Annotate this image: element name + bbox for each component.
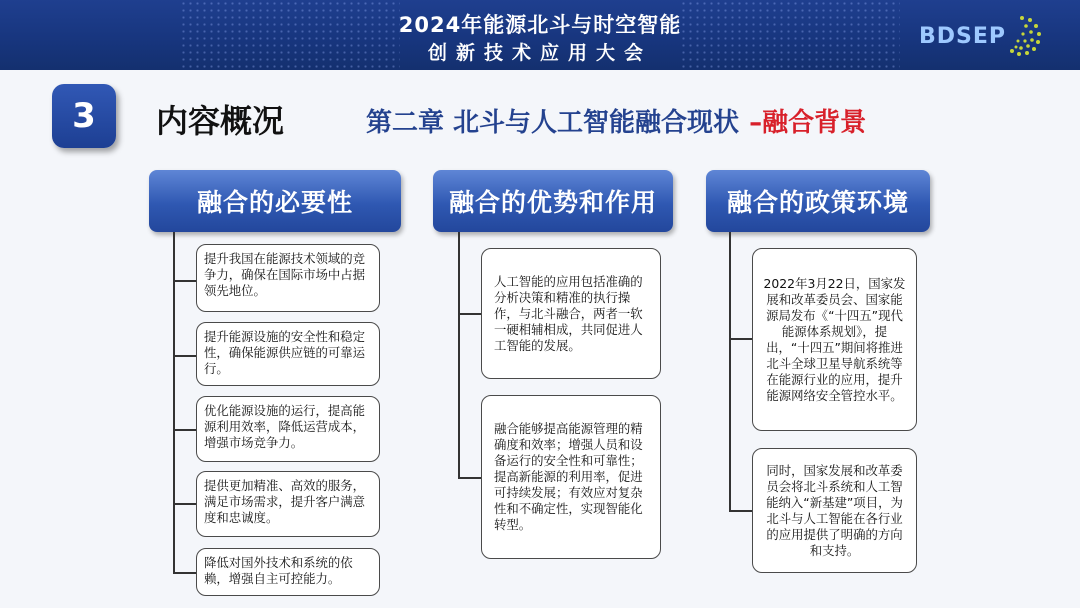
chapter-heading — [366, 102, 866, 139]
necessity-card: 提升能源设施的安全性和稳定性，确保能源供应链的可靠运行。 — [196, 322, 380, 386]
column-heading-policy: 融合的政策环境 — [706, 170, 930, 232]
necessity-card: 优化能源设施的运行，提高能源利用效率，降低运营成本，增强市场竞争力。 — [196, 396, 380, 462]
chapter-title: 第二章 北斗与人工智能融合现状 — [366, 108, 740, 138]
necessity-card: 提升我国在能源技术领域的竞争力，确保在国际市场中占据领先地位。 — [196, 244, 380, 312]
connector-line — [458, 477, 482, 479]
column-heading-advantages: 融合的优势和作用 — [433, 170, 673, 232]
advantages-card: 融合能够提高能源管理的精确度和效率；增强人员和设备运行的安全性和可靠性；提高新能源的利用率，促进可持续发展；有效应对复杂性和不确定性，实现智能化转型。 — [481, 395, 661, 559]
necessity-card: 提供更加精准、高效的服务，满足市场需求，提升客户满意度和忠诚度。 — [196, 471, 380, 537]
connector-line — [173, 503, 197, 505]
connector-line — [729, 232, 731, 511]
logo-text: BDSEP — [918, 23, 1006, 49]
connector-line — [173, 429, 197, 431]
connector-line — [173, 232, 175, 573]
necessity-card: 降低对国外技术和系统的依赖，增强自主可控能力。 — [196, 548, 380, 596]
section-title: 内容概况 — [156, 102, 285, 140]
advantages-card: 人工智能的应用包括准确的分析决策和精准的执行操作，与北斗融合，两者一软一硬相辅相成，共同促进人工智能的发展。 — [481, 248, 661, 379]
column-heading-necessity: 融合的必要性 — [149, 170, 401, 232]
header-banner — [0, 0, 1080, 70]
conference-title-line2: 创新技术应用大会 — [427, 42, 652, 64]
dotted-globe-icon — [1000, 14, 1044, 58]
connector-line — [173, 280, 197, 282]
connector-line — [173, 572, 197, 574]
connector-line — [729, 338, 753, 340]
connector-line — [458, 313, 482, 315]
policy-card: 2022年3月22日，国家发展和改革委员会、国家能源局发布《“十四五”现代能源体系规划》，提出，“十四五”期间将推进北斗全球卫星导航系统等在能源行业的应用，提升能源网络安全管控水平。 — [752, 248, 917, 431]
connector-line — [729, 510, 753, 512]
connector-line — [173, 355, 197, 357]
bdsep-logo — [919, 14, 1044, 58]
policy-card: 同时，国家发展和改革委员会将北斗系统和人工智能纳入“新基建”项目，为北斗与人工智能在各行业的应用提供了明确的方向和支持。 — [752, 448, 917, 573]
connector-line — [458, 232, 460, 478]
section-number-badge: 3 — [52, 84, 116, 148]
chapter-subtitle: –融合背景 — [749, 108, 867, 138]
conference-title-line1: 2024年能源北斗与时空智能 — [398, 13, 682, 37]
